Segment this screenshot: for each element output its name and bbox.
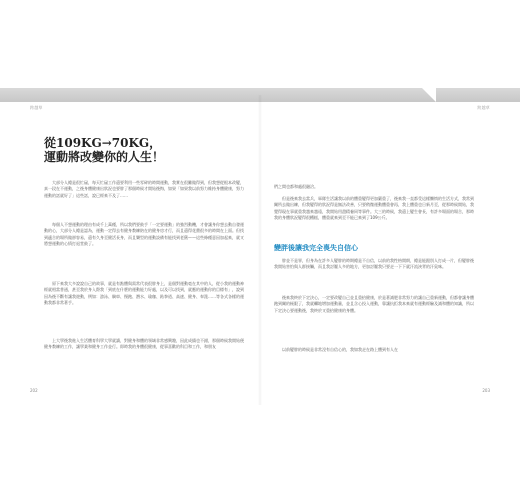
running-head-left: 跨越草 [30, 105, 43, 110]
chapter-title [44, 136, 244, 164]
folio-left: 202 [30, 388, 38, 393]
folio-right: 203 [482, 388, 490, 393]
section-subhead: 變胖後讓我完全喪失自信心 [274, 244, 358, 252]
right-paragraph-1: 們之間也都和處很融洽。 [274, 184, 318, 189]
left-paragraph-4: 上大學後我進入生活體育科學大學就讀，對健身和體的領域非常感興趣，因此成績也不錯，那個時候我開始便健身教練的工作，讓學業和健身工作並行。即時我的身體很健康，從事喜歡的科目和工作，和朋友 [44, 338, 244, 350]
left-paragraph-3: 原下來我大多說說自己的故事，就是有點體與需常代表很胖身上，是個對運動毫在其中的人，從小我的運動神經就相當普通，甚至我於身入際我「到底在什麼的運動能力好處，以及可以找到，就應的運動你的目標有」，說到因為後不斷有讓我遊動，例如：游泳、騎車、慢跑、潛水、瑜珈、跆拳道、高速、健身、奉派……等各式各樣的運動我都非常著手。 [44, 281, 244, 306]
right-paragraph-3: 胖並不是罪，但身為在許多人變胖的時期總是不自信，以前的我性格開朗，總是能跟別人打成一片，但變胖後我開始害怕與人群接觸，而且我討厭人多的地方，更加討厭我只要走一下下就汗流浹背的汗臭味。 [274, 258, 474, 270]
chapter-title-line-1: 從109KG→70KG， [44, 136, 162, 150]
right-paragraph-5: 以前變胖的時候是非常沒有自信心的，我如我走在路上體到有人在 [282, 347, 398, 352]
chapter-title-line-2: 運動將改變你的人生！ [44, 150, 165, 164]
running-head-right: 跨越草 [477, 105, 490, 110]
left-paragraph-2: 每個人不想運動的理由有成千上萬種，所以我們要鼓手「一定要運動」的強烈動機，才會讓身你想去動自發運動的心，大部分人總是認為，運動一定得去有健身教練陪在的健身房才行，而且還得花費很多的時間在上面。但找到適合的場所做卻容易，還有久身至健活長身，而且樂型的運動設備有能找到老舊——這些條種意因加起來，就又將想運動的心情打退堂鼓了。 [44, 222, 244, 247]
right-paragraph-4: 後來我終於下定決心，一定要改變自己並且重拾健康，於是著減肥非常努力的讓自己重新運動，但都會讓身體跑到關的極限了，我就繼地增加運動量，並且含心投入運動，靠讓抗拒我本來就有運動經驗及減和體的知識，所以下定決心要運動後，我終於又重拾健康的身體。 [274, 295, 474, 313]
right-paragraph-2: 但是後來我去當兵，軍隊生活讓我以前的體重變得更加嚴重了，後來我一直都受這樣懶惰的生活方式，我常到關所去做出練，但我變得的狀況得是無法改善，只要稍微運動體重會再，我上體重也日新月至，從那時候開始，我覺得現在事就重我越來越遠，我開始用盡精養同等事件。大三的時候，我還上變生會長，有許多場面的場合，那時我的身體狀況變得很糟糕，體重就來到至不能已來到了109公斤。 [274, 196, 474, 221]
left-paragraph-1: 大部分人總是很忙碌，每天忙碌工作還要利用一些零碎的時間運動，我實在很難做得到，但我想從根本改變，真一段在不運動，之後身體健康出狀況也要胖了那個時候才開始後悔，如果「如果我以前努力維持身體健康，努力運動的話就好了」這些話，說已經來不及了…… [44, 180, 244, 198]
